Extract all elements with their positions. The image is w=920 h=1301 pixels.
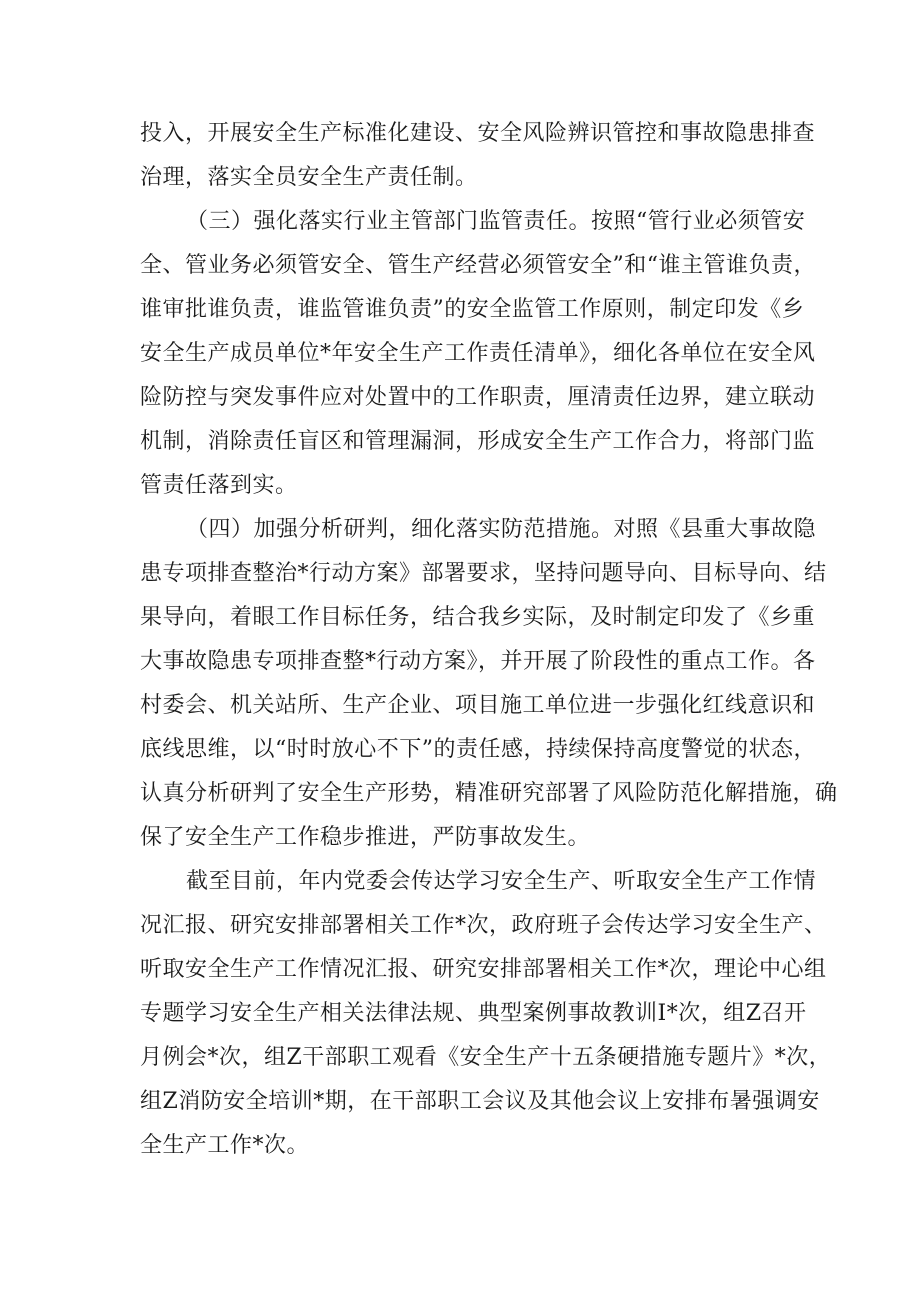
text-line-4: 全、管业务必须管安全、管生产经营必须管安全”和“谁主管谁负责， (140, 253, 816, 278)
text-line-5: 谁审批谁负责，谁监管谁负责”的安全监管工作原则，制定印发《乡 (140, 297, 805, 322)
text-line-11: 患专项排查整治*行动方案》部署要求，坚持问题导向、目标导向、结 (140, 561, 827, 586)
text-line-17: 保了安全生产工作稳步推进，严防事故发生。 (140, 825, 591, 850)
text-line-2: 治理，落实全员安全生产责任制。 (140, 165, 478, 190)
text-line-15: 底线思维，以“时时放心不下”的责任感，持续保持高度警觉的状态， (140, 737, 816, 762)
text-line-14: 村委会、机关站所、生产企业、项目施工单位进一步强化红线意识和 (140, 693, 816, 718)
text-line-22: 月例会*次，组Z干部职工观看《安全生产十五条硬措施专题片》*次， (140, 1045, 832, 1070)
text-line-24: 全生产工作*次。 (140, 1133, 310, 1158)
text-line-23: 组Z消防安全培训*期，在干部职工会议及其他会议上安排布暑强调安 (140, 1089, 820, 1114)
text-line-16: 认真分析研判了安全生产形势，精准研究部署了风险防范化解措施，确 (140, 781, 838, 806)
text-line-9: 管责任落到实。 (140, 473, 298, 498)
text-line-12: 果导向，着眼工作目标任务，结合我乡实际，及时制定印发了《乡重 (140, 605, 816, 630)
text-line-21: 专题学习安全生产相关法律法规、典型案例事故教训I*次，组Z召开 (140, 1001, 807, 1026)
text-line-19: 况汇报、研究安排部署相关工作*次，政府班子会传达学习安全生产、 (140, 913, 827, 938)
text-line-1: 投入，开展安全生产标准化建设、安全风险辨识管控和事故隐患排查 (140, 121, 816, 146)
text-line-6: 安全生产成员单位*年安全生产工作责任清单》，细化各单位在安全风 (140, 341, 816, 366)
text-line-13: 大事故隐患专项排查整*行动方案》，并开展了阶段性的重点工作。各 (140, 649, 816, 674)
section-4-heading-line: （四）加强分析研判，细化落实防范措施。对照《县重大事故隐 (186, 517, 817, 542)
section-3-heading-line: （三）强化落实行业主管部门监管责任。按照“管行业必须管安 (186, 209, 806, 234)
summary-first-line: 截至目前，年内党委会传达学习安全生产、听取安全生产工作情 (186, 869, 817, 894)
text-line-20: 听取安全生产工作情况汇报、研究安排部署相关工作*次，理论中心组 (140, 957, 827, 982)
text-line-8: 机制，消除责任盲区和管理漏洞，形成安全生产工作合力，将部门监 (140, 429, 816, 454)
text-line-7: 险防控与突发事件应对处置中的工作职责，厘清责任边界，建立联动 (140, 385, 816, 410)
